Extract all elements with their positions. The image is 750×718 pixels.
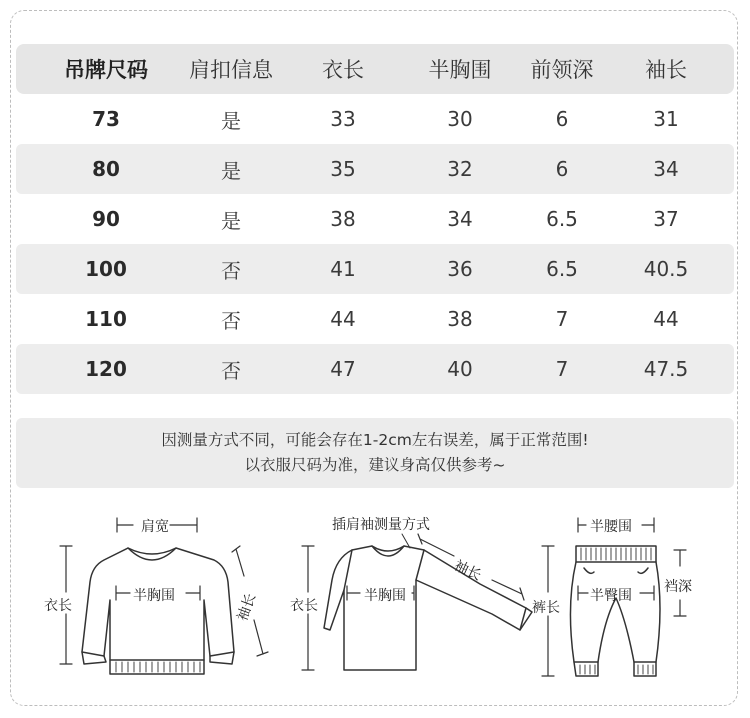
header-shoulder-button: 肩扣信息 bbox=[189, 58, 273, 82]
half-chest-cell: 38 bbox=[447, 307, 473, 331]
rise-label: 裆深 bbox=[664, 579, 692, 595]
raglan-shirt-illustration bbox=[302, 534, 532, 670]
note-line-1: 因测量方式不同，可能会存在1-2cm左右误差，属于正常范围! bbox=[161, 431, 589, 449]
sleeve-cell: 40.5 bbox=[643, 257, 689, 281]
raglan-chest-label: 半胸围 bbox=[364, 588, 406, 604]
pants-length-label: 裤长 bbox=[532, 600, 560, 616]
raglan-title: 插肩袖测量方式 bbox=[332, 517, 430, 533]
size-cell: 80 bbox=[92, 157, 120, 181]
size-cell: 100 bbox=[85, 257, 127, 281]
shoulder-button-cell: 否 bbox=[221, 308, 241, 333]
sleeve-cell: 31 bbox=[653, 107, 679, 131]
size-cell: 90 bbox=[92, 207, 120, 231]
header-size-tag: 吊牌尺码 bbox=[64, 58, 148, 82]
half-chest-cell: 34 bbox=[447, 207, 473, 231]
shoulder-button-cell: 否 bbox=[221, 258, 241, 283]
raglan-length-label: 衣长 bbox=[290, 598, 318, 614]
sweater-sleeve-label: 袖长 bbox=[234, 591, 260, 624]
length-cell: 47 bbox=[330, 357, 356, 381]
neck-depth-cell: 6 bbox=[555, 107, 569, 131]
sleeve-cell: 34 bbox=[653, 157, 679, 181]
half-chest-cell: 30 bbox=[447, 107, 473, 131]
raglan-sleeve-label: 袖长 bbox=[451, 557, 484, 585]
sleeve-cell: 47.5 bbox=[643, 357, 689, 381]
length-cell: 38 bbox=[330, 207, 356, 231]
size-cell: 110 bbox=[85, 307, 127, 331]
thigh-label: 半臀围 bbox=[590, 588, 632, 604]
sweater-length-label: 衣长 bbox=[44, 598, 72, 614]
header-sleeve-length: 袖长 bbox=[645, 58, 687, 82]
length-cell: 33 bbox=[330, 107, 356, 131]
neck-depth-cell: 7 bbox=[555, 307, 569, 331]
shoulder-width-label: 肩宽 bbox=[141, 519, 169, 535]
shoulder-button-cell: 是 bbox=[221, 108, 241, 133]
sleeve-cell: 44 bbox=[653, 307, 679, 331]
neck-depth-cell: 6.5 bbox=[546, 207, 578, 231]
half-chest-cell: 32 bbox=[447, 157, 473, 181]
half-chest-cell: 36 bbox=[447, 257, 473, 281]
length-cell: 44 bbox=[330, 307, 356, 331]
neck-depth-cell: 6.5 bbox=[546, 257, 578, 281]
half-chest-cell: 40 bbox=[447, 357, 473, 381]
header-front-neck-depth: 前领深 bbox=[530, 58, 594, 82]
shoulder-button-cell: 否 bbox=[221, 358, 241, 383]
length-cell: 41 bbox=[330, 257, 356, 281]
size-cell: 120 bbox=[85, 357, 127, 381]
sleeve-cell: 37 bbox=[653, 207, 679, 231]
note-line-2: 以衣服尺码为准，建议身高仅供参考~ bbox=[244, 456, 506, 474]
neck-depth-cell: 7 bbox=[555, 357, 569, 381]
size-cell: 73 bbox=[92, 107, 120, 131]
shoulder-button-cell: 是 bbox=[221, 158, 241, 183]
header-length: 衣长 bbox=[322, 58, 364, 82]
length-cell: 35 bbox=[330, 157, 356, 181]
shoulder-button-cell: 是 bbox=[221, 208, 241, 233]
neck-depth-cell: 6 bbox=[555, 157, 569, 181]
waist-label: 半腰围 bbox=[590, 519, 632, 535]
sweater-chest-label: 半胸围 bbox=[133, 588, 175, 604]
header-half-chest: 半胸围 bbox=[428, 58, 492, 82]
